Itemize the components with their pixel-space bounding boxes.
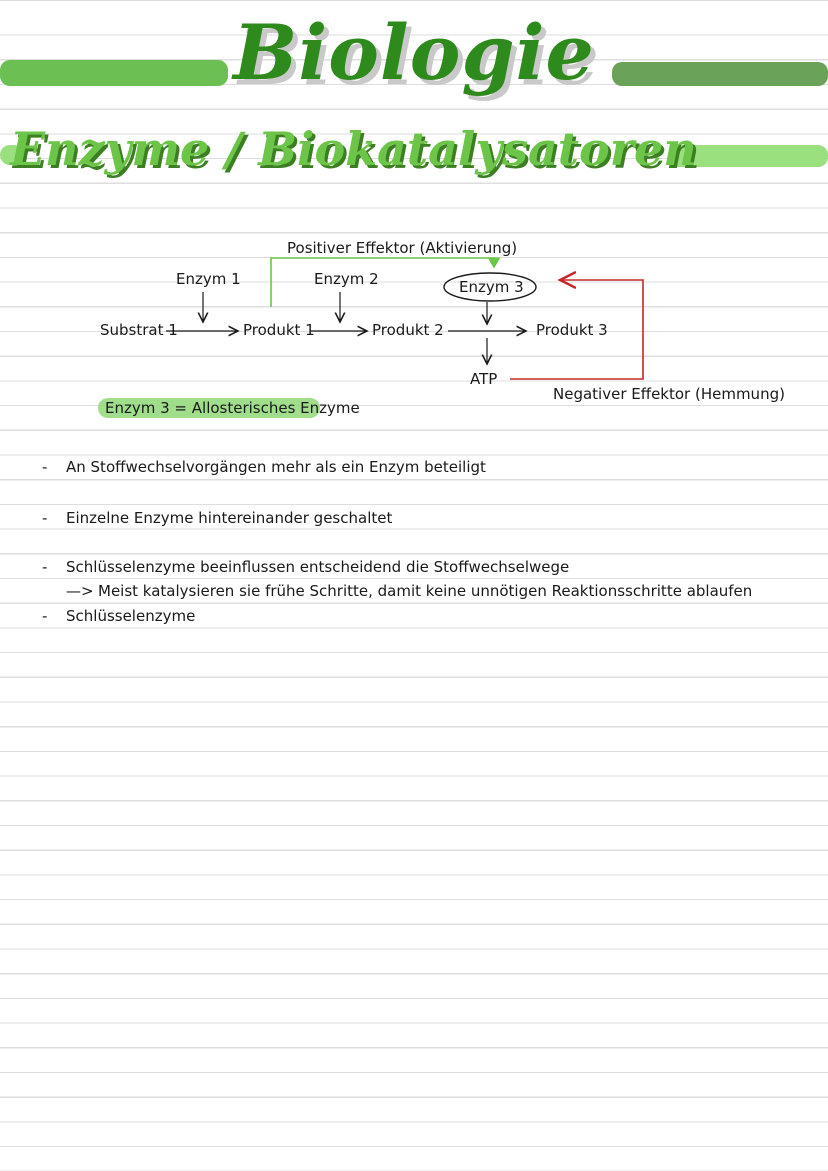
enzym1-label: Enzym 1 — [176, 270, 241, 288]
product1-label: Produkt 1 — [243, 321, 315, 339]
substrate-label: Substrat 1 — [100, 321, 178, 339]
product3-label: Produkt 3 — [536, 321, 608, 339]
list-item: —> Meist katalysieren sie frühe Schritte, damit keine unnötigen Reaktionsschritte ablaufen — [66, 582, 753, 601]
allosteric-note: Enzym 3 = Allosterisches Enzyme — [105, 399, 360, 417]
atp-label: ATP — [470, 370, 498, 388]
enzym2-label: Enzym 2 — [314, 270, 379, 288]
enzyme-pathway-diagram — [0, 220, 828, 420]
negative-effector-label: Negativer Effektor (Hemmung) — [553, 385, 785, 403]
list-item: - Schlüsselenzyme beeinflussen entscheidend die Stoffwechselwege — [42, 558, 570, 577]
enzym3-label: Enzym 3 — [459, 278, 524, 296]
list-item: - Schlüsselenzyme — [42, 606, 196, 625]
product2-label: Produkt 2 — [372, 321, 444, 339]
notes-list — [42, 455, 822, 625]
page-title: Biologie — [233, 8, 595, 97]
positive-effector-label: Positiver Effektor (Aktivierung) — [287, 239, 518, 257]
page-subtitle: Enzyme / Biokatalysatoren — [10, 122, 697, 176]
list-item: - Einzelne Enzyme hintereinander geschaltet — [42, 508, 393, 527]
list-item: - An Stoffwechselvorgängen mehr als ein Enzym beteiligt — [42, 458, 486, 476]
